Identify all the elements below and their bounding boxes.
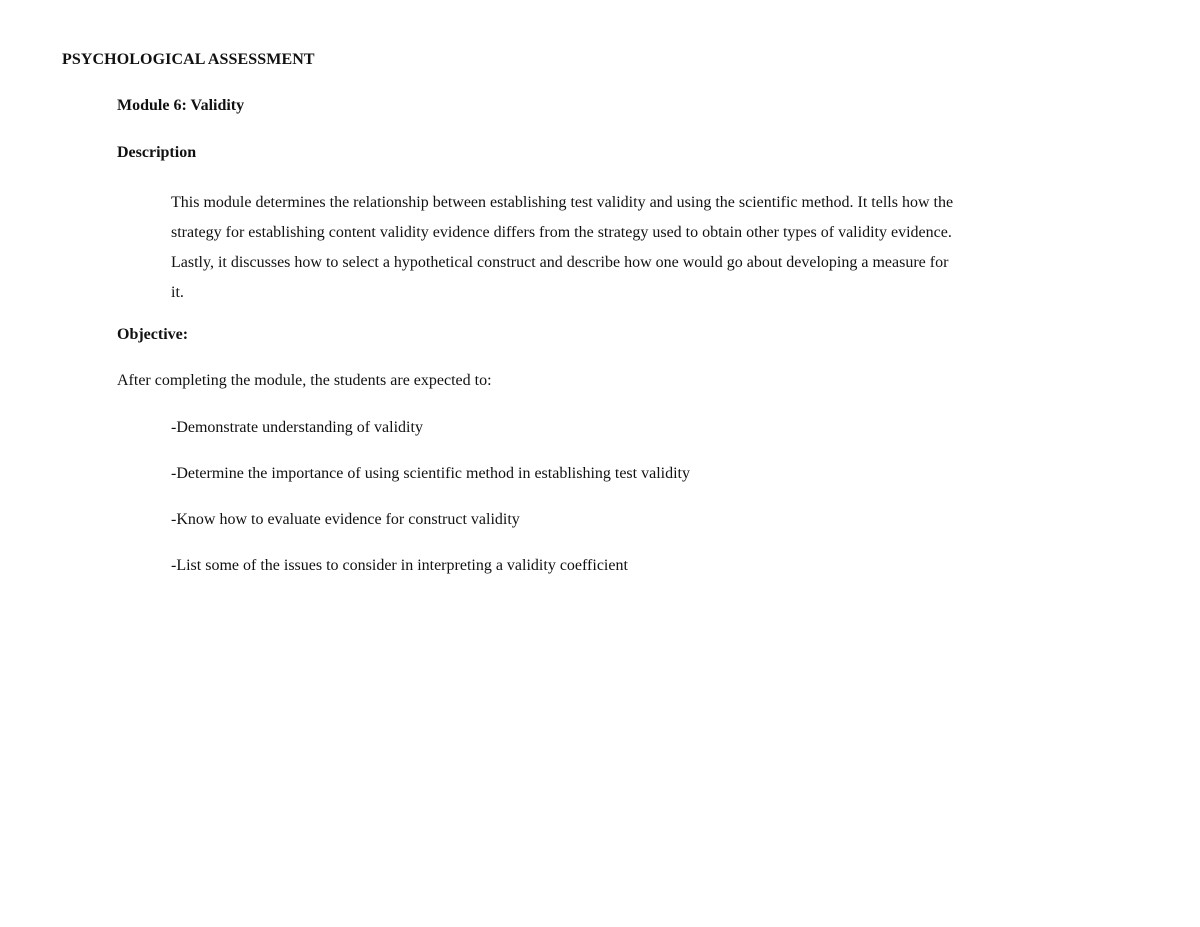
description-line: strategy for establishing content validity evidence differs from the strategy used to obtain other types of validity evidence. <box>171 224 952 241</box>
description-line: This module determines the relationship between establishing test validity and using the scientific method. It tells how the <box>171 194 954 211</box>
description-paragraph <box>171 188 1071 308</box>
document-title: PSYCHOLOGICAL ASSESSMENT <box>62 51 315 68</box>
objective-heading: Objective: <box>117 326 189 343</box>
objective-item: -Know how to evaluate evidence for construct validity <box>171 511 520 528</box>
objective-item: -Demonstrate understanding of validity <box>171 419 423 436</box>
description-heading: Description <box>117 144 197 161</box>
objective-intro: After completing the module, the students are expected to: <box>117 372 492 389</box>
objective-item: -Determine the importance of using scientific method in establishing test validity <box>171 465 690 482</box>
description-line: it. <box>171 284 184 301</box>
objective-list <box>171 418 690 602</box>
module-title: Module 6: Validity <box>117 97 245 114</box>
description-line: Lastly, it discusses how to select a hypothetical construct and describe how one would go about developing a measure for <box>171 254 949 271</box>
objective-item: -List some of the issues to consider in interpreting a validity coefficient <box>171 557 628 574</box>
